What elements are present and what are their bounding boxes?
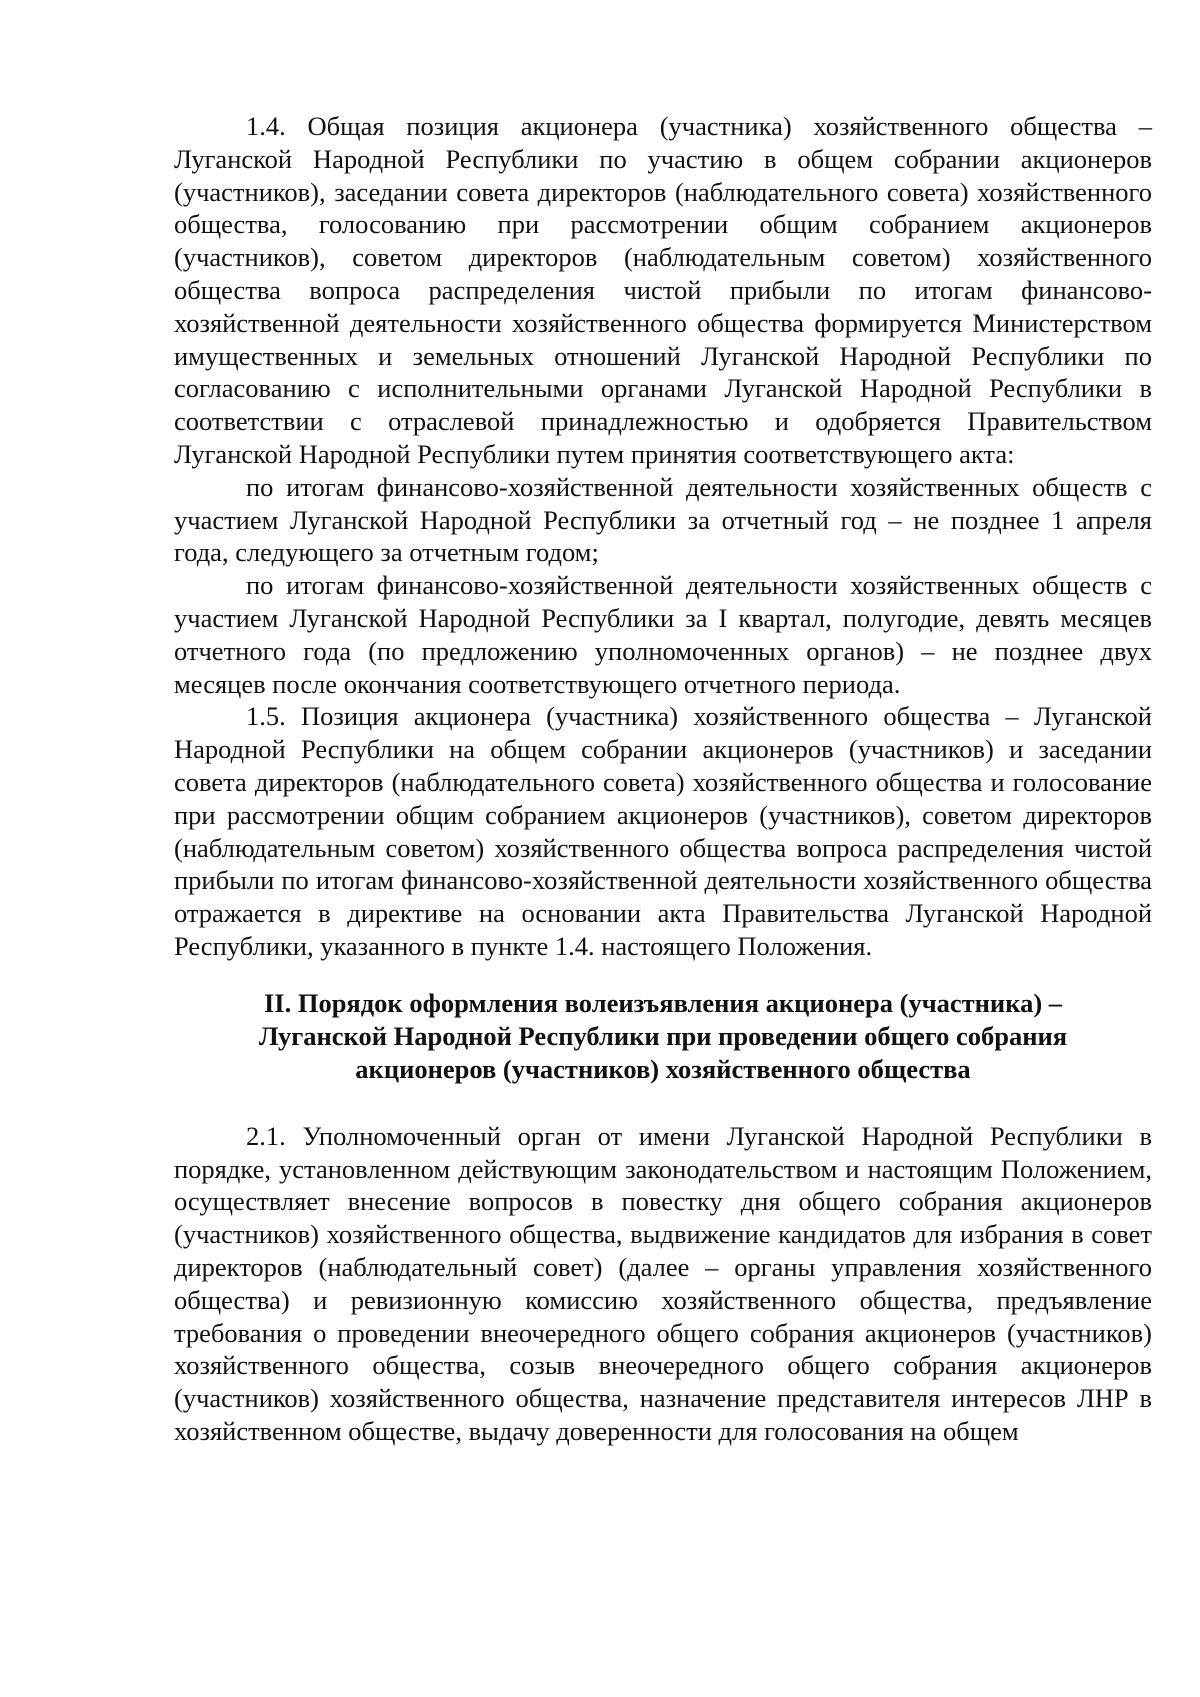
paragraph-annual-deadline: по итогам финансово-хозяйственной деятельности хозяйственных обществ с участием Луганской Народной Республики за отчетный год – не позднее 1 апреля года, следующего за отчетным годом; <box>174 471 1152 568</box>
section-heading-line-3: акционеров (участников) хозяйственного общества <box>355 1053 971 1084</box>
section-heading-line-2: Луганской Народной Республики при проведении общего собрания <box>258 1020 1068 1051</box>
section-heading-line-1: II. Порядок оформления волеизъявления акционера (участника) – <box>263 987 1063 1018</box>
document-page <box>174 110 1152 1448</box>
paragraph-interim-deadline: по итогам финансово-хозяйственной деятельности хозяйственных обществ с участием Луганской Народной Республики за I квартал, полугодие, девять месяцев отчетного года (по предложению уполномоченных органов) – не позднее двух месяцев после окончания соответствующего отчетного периода. <box>174 570 1152 699</box>
paragraph-1-4: 1.4. Общая позиция акционера (участника) хозяйственного общества – Луганской Народной Республики по участию в общем собрании акционеров (участников), заседании совета директоров (наблюдательного совета) хозяйственного общества, голосованию при рассмотрении общим собранием акционеров (участников), советом директоров (наблюдательным советом) хозяйственного общества вопроса распределения чистой прибыли по итогам финансово-хозяйственной деятельности хозяйственного общества формируется Министерством имущественных и земельных отношений Луганской Народной Республики по согласованию с исполнительными органами Луганской Народной Республики в соответствии с отраслевой принадлежностью и одобряется Правительством Луганской Народной Республики путем принятия соответствующего акта: <box>174 111 1152 469</box>
section-heading <box>174 987 1152 1086</box>
paragraph-1-5: 1.5. Позиция акционера (участника) хозяйственного общества – Луганской Народной Республики на общем собрании акционеров (участников) и заседании совета директоров (наблюдательного совета) хозяйственного общества и голосование при рассмотрении общим собранием акционеров (участников), советом директоров (наблюдательным советом) хозяйственного общества вопроса распределения чистой прибыли по итогам финансово-хозяйственной деятельности хозяйственного общества отражается в директиве на основании акта Правительства Луганской Народной Республики, указанного в пункте 1.4. настоящего Положения. <box>174 701 1152 961</box>
paragraph-2-1: 2.1. Уполномоченный орган от имени Луганской Народной Республики в порядке, установленном действующим законодательством и настоящим Положением, осуществляет внесение вопросов в повестку дня общего собрания акционеров (участников) хозяйственного общества, выдвижение кандидатов для избрания в совет директоров (наблюдательный совет) (далее – органы управления хозяйственного общества) и ревизионную комиссию хозяйственного общества, предъявление требования о проведении внеочередного общего собрания акционеров (участников) хозяйственного общества, созыв внеочередного общего собрания акционеров (участников) хозяйственного общества, назначение представителя интересов ЛНР в хозяйственном обществе, выдачу доверенности для голосования на общем <box>174 1120 1152 1446</box>
